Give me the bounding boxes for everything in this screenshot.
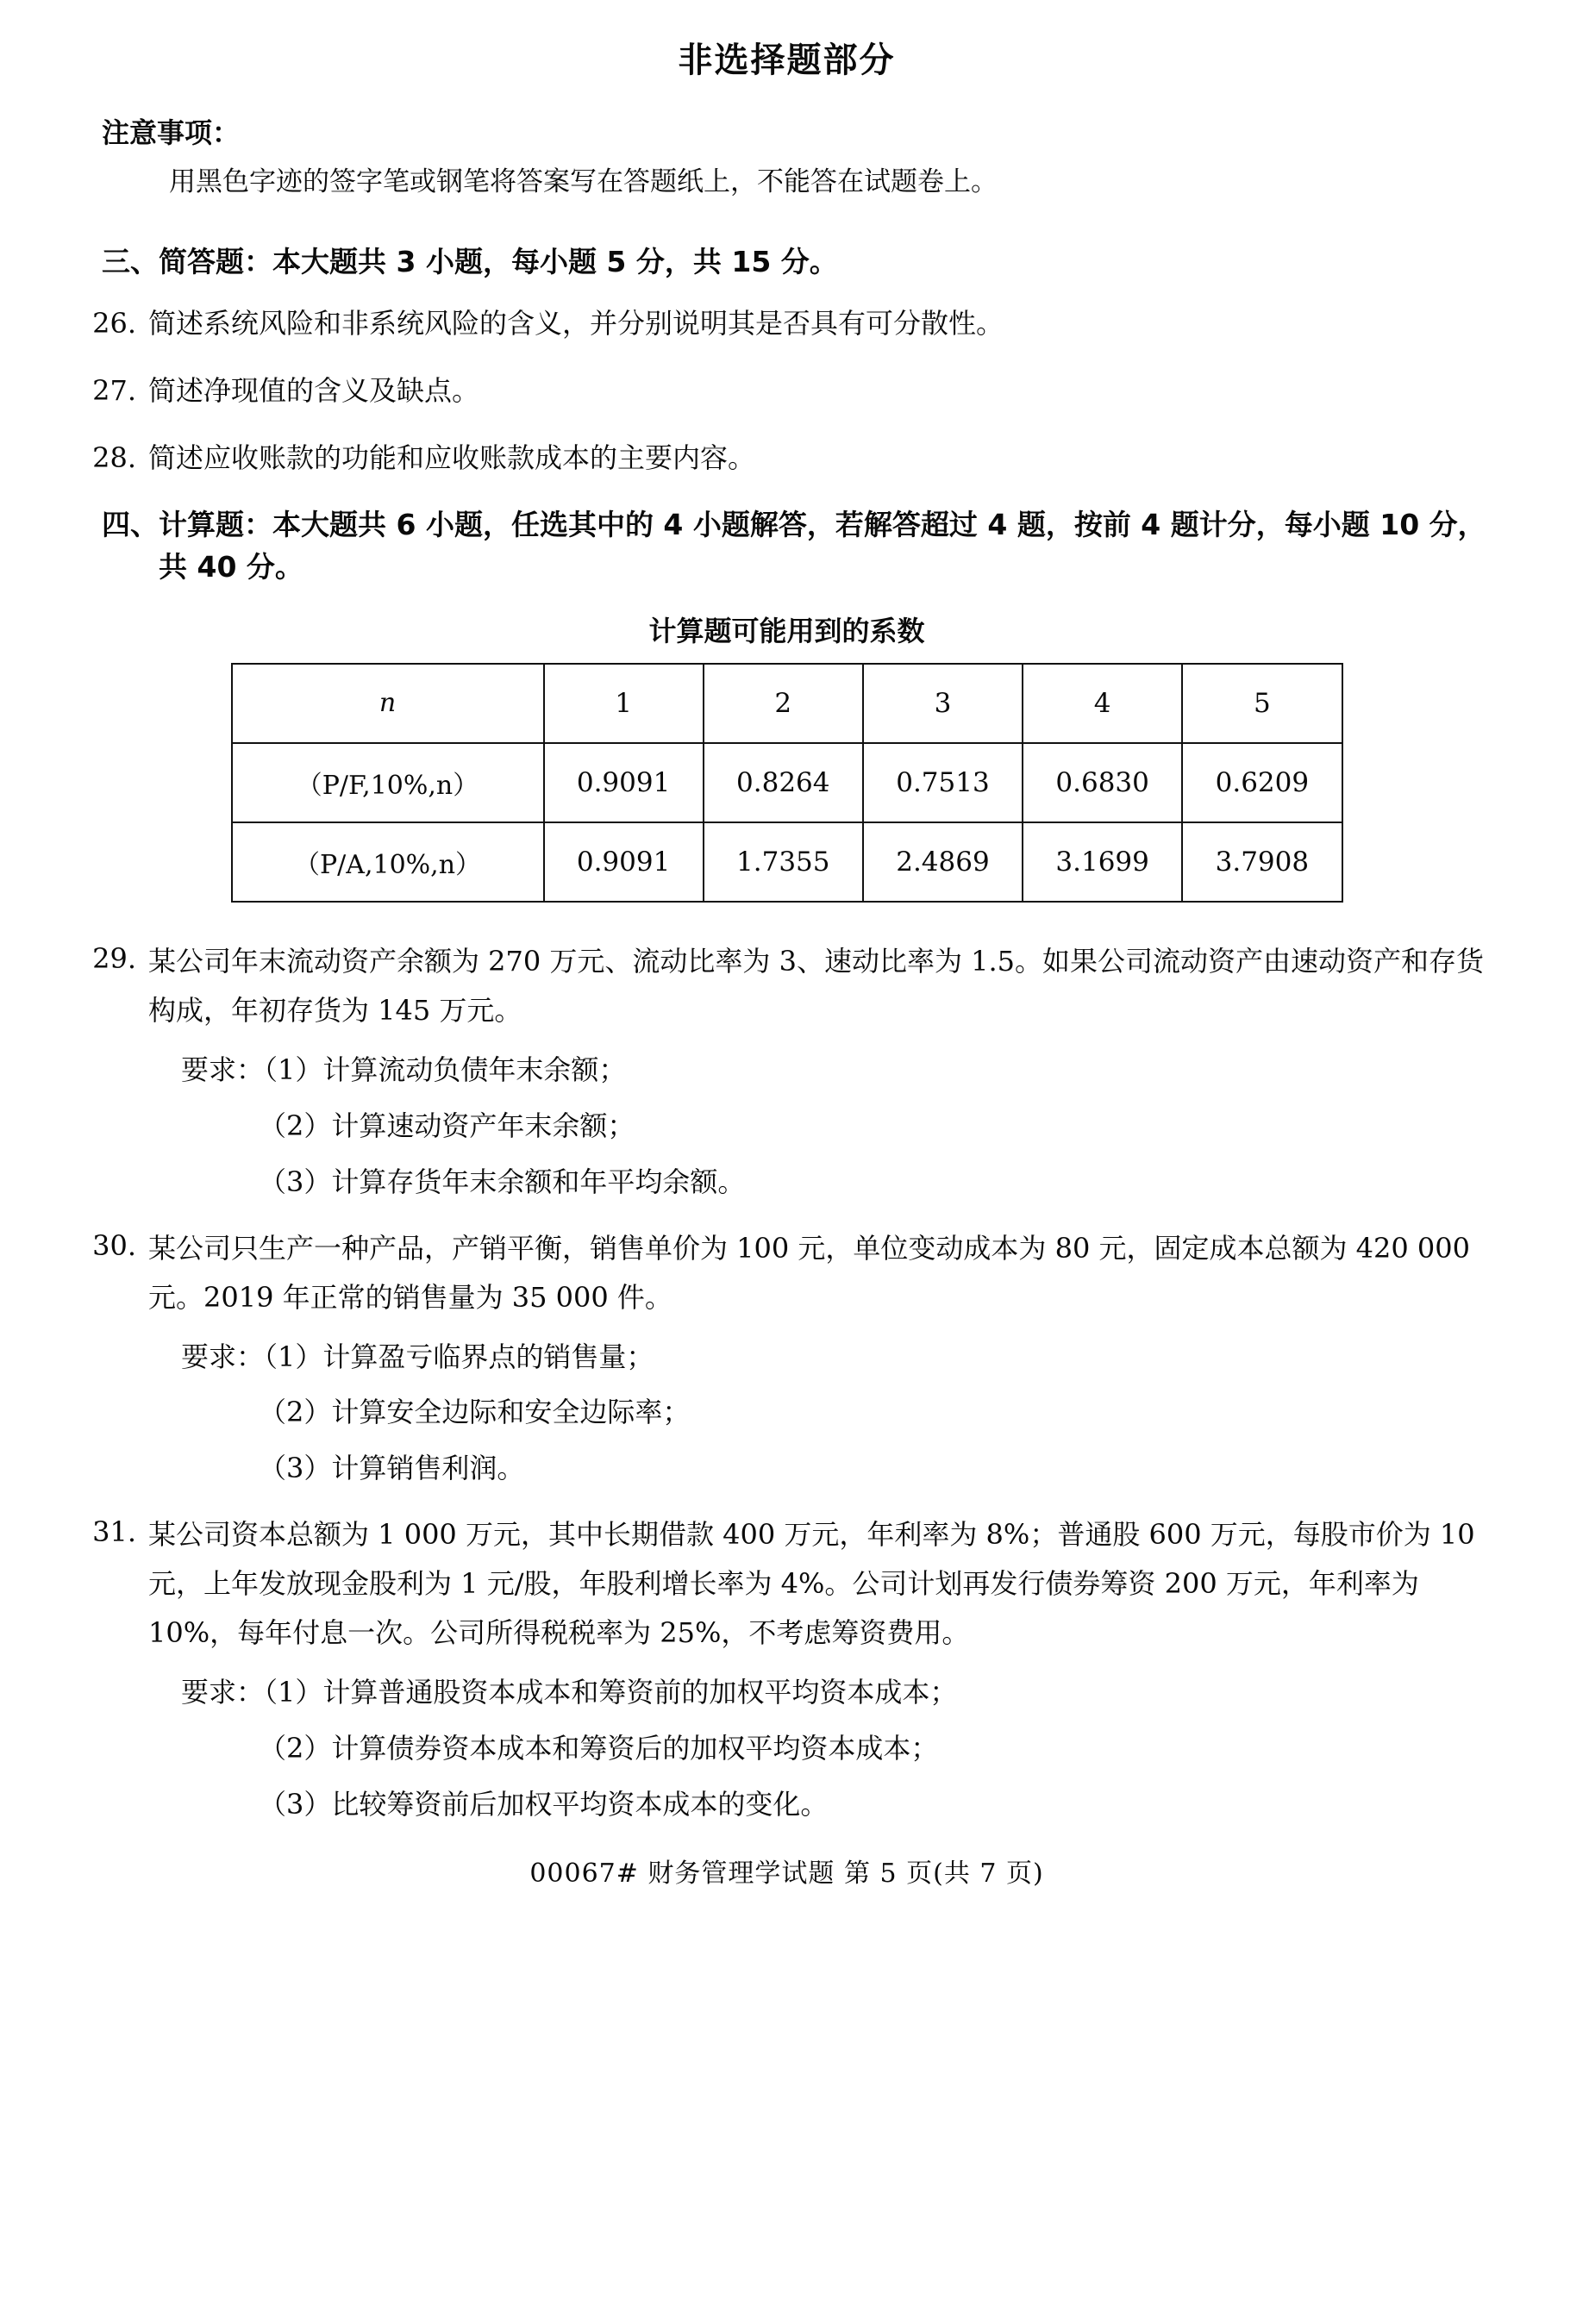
table-cell: 5: [1182, 664, 1342, 743]
table-cell: 2: [704, 664, 863, 743]
table-cell: 3.7908: [1182, 822, 1342, 902]
table-cell: 3: [863, 664, 1023, 743]
question-number: 30.: [92, 1228, 136, 1262]
section-heading-short-answer: 三、简答题：本大题共 3 小题，每小题 5 分，共 15 分。: [102, 244, 838, 278]
table-cell: 0.6830: [1023, 743, 1182, 822]
table-row: [232, 664, 1342, 743]
question-31-requirement-1: 要求：（1）计算普通股资本成本和筹资前的加权平均资本成本；: [181, 1676, 958, 1709]
table-cell: 0.8264: [704, 743, 863, 822]
table-cell: 4: [1023, 664, 1182, 743]
question-29-requirement-2: （2）计算速动资产年末余额；: [259, 1109, 635, 1142]
question-text: 某公司资本总额为 1 000 万元，其中长期借款 400 万元，年利率为 8%；普通股 600 万元，每股市价为 10 元，上年发放现金股利为 1 元/股，年股利增长率为 4%。公司计划再发行债券筹资 200 万元，年利率为 10%，每年付息一次。公司所得税税率为 25%，不考虑筹资费用。: [148, 1518, 1475, 1650]
notice-label: 注意事项：: [102, 116, 241, 149]
question-number: 31.: [92, 1515, 136, 1549]
question-31-requirement-2: （2）计算债券资本成本和筹资后的加权平均资本成本；: [259, 1732, 939, 1765]
row-label: （P/A,10%,n）: [232, 822, 544, 902]
notice-text: 用黑色字迹的签字笔或钢笔将答案写在答题纸上，不能答在试题卷上。: [169, 166, 998, 197]
page-title: 非选择题部分: [678, 41, 896, 80]
question-30-requirement-2: （2）计算安全边际和安全边际率；: [259, 1396, 691, 1429]
table-cell: 0.9091: [544, 743, 704, 822]
question-29-requirement-1: 要求：（1）计算流动负债年末余额；: [181, 1053, 627, 1086]
coefficient-table-title: 计算题可能用到的系数: [648, 614, 925, 647]
row-label: （P/F,10%,n）: [232, 743, 544, 822]
question-29: [86, 937, 1487, 1035]
question-26: [86, 302, 1487, 347]
question-text: 某公司年末流动资产余额为 270 万元、流动比率为 3、速动比率为 1.5。如果公司流动资产由速动资产和存货构成，年初存货为 145 万元。: [148, 944, 1485, 1027]
question-number: 28.: [92, 441, 136, 474]
section-heading-calculation: 四、计算题：本大题共 6 小题，任选其中的 4 小题解答，若解答超过 4 题，按前 4 题计分，每小题 10 分，共 40 分。: [102, 507, 1486, 584]
question-31-requirement-3: （3）比较筹资前后加权平均资本成本的变化。: [259, 1788, 829, 1821]
question-30: [86, 1224, 1487, 1322]
question-text: 简述应收账款的功能和应收账款成本的主要内容。: [148, 441, 756, 474]
table-cell: 3.1699: [1023, 822, 1182, 902]
question-27: [86, 369, 1487, 414]
question-number: 29.: [92, 941, 136, 975]
table-row: [232, 822, 1342, 902]
table-cell: 0.6209: [1182, 743, 1342, 822]
row-label: [232, 664, 544, 743]
question-30-requirement-3: （3）计算销售利润。: [259, 1452, 525, 1485]
question-29-requirement-3: （3）计算存货年末余额和年平均余额。: [259, 1165, 746, 1198]
question-text: 简述净现值的含义及缺点。: [148, 374, 480, 408]
page-footer: 00067# 财务管理学试题 第 5 页(共 7 页): [529, 1859, 1044, 1890]
question-31: [86, 1510, 1487, 1658]
table-cell: 1.7355: [704, 822, 863, 902]
table-row: [232, 743, 1342, 822]
question-number: 26.: [92, 307, 136, 340]
table-cell: 1: [544, 664, 704, 743]
table-cell: 0.9091: [544, 822, 704, 902]
question-28: [86, 436, 1487, 481]
question-text: 简述系统风险和非系统风险的含义，并分别说明其是否具有可分散性。: [148, 307, 1004, 340]
table-cell: 2.4869: [863, 822, 1023, 902]
table-cell: 0.7513: [863, 743, 1023, 822]
question-text: 某公司只生产一种产品，产销平衡，销售单价为 100 元，单位变动成本为 80 元，固定成本总额为 420 000 元。2019 年正常的销售量为 35 000 件。: [148, 1231, 1470, 1314]
row-label-text: n: [378, 688, 397, 719]
coefficient-table: [231, 663, 1343, 903]
question-30-requirement-1: 要求：（1）计算盈亏临界点的销售量；: [181, 1340, 654, 1373]
question-number: 27.: [92, 374, 136, 408]
